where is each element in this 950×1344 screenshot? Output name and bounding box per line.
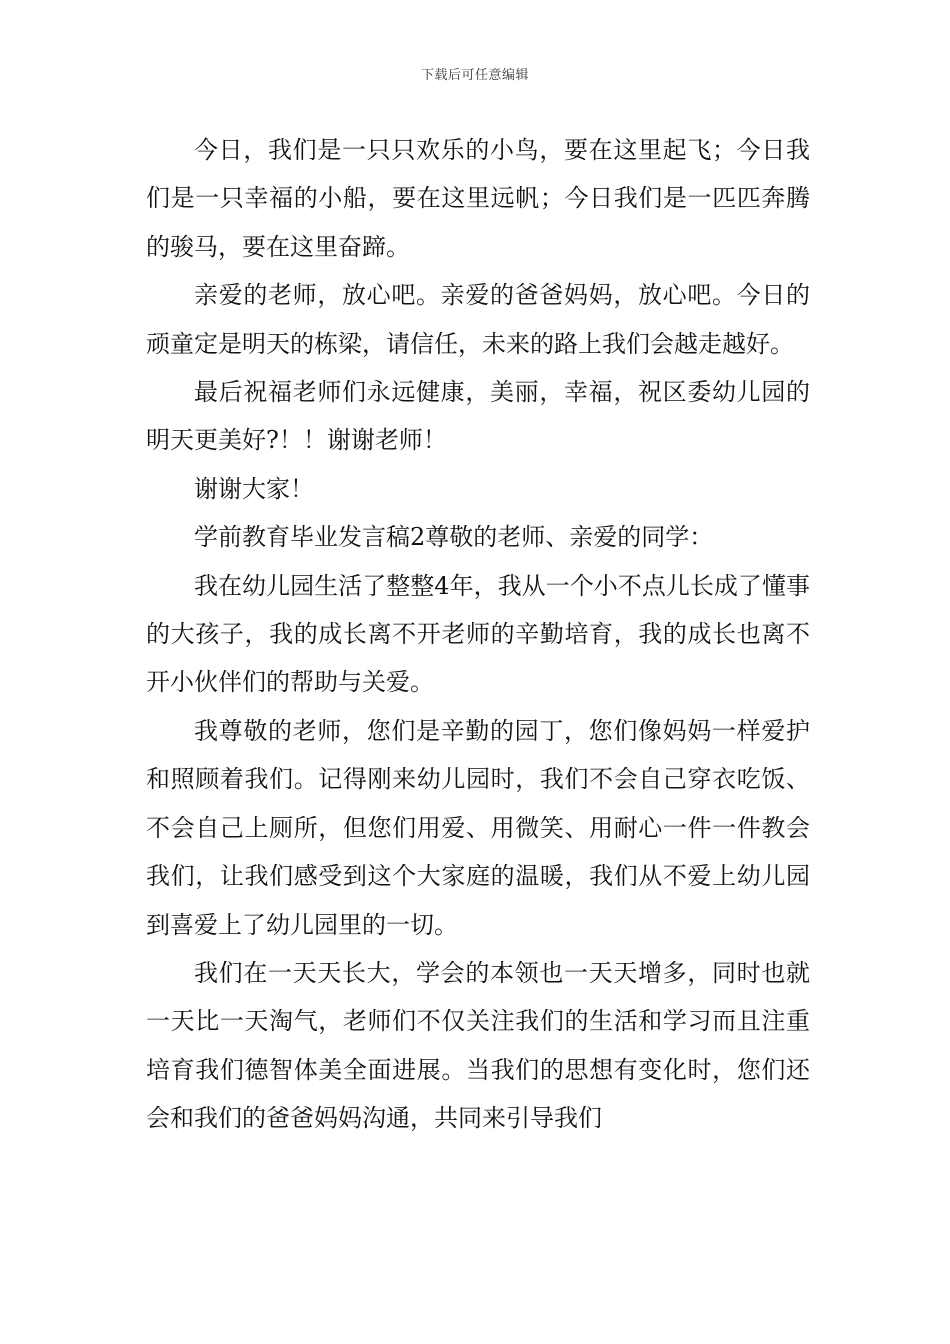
document-body: [146, 126, 810, 1143]
paragraph: 亲爱的老师，放心吧。亲爱的爸爸妈妈，放心吧。今日的顽童定是明天的栋梁，请信任，未来的路上我们会越走越好。: [146, 281, 810, 358]
paragraph: 我在幼儿园生活了整整4年，我从一个小不点儿长成了懂事的大孩子，我的成长离不开老师的辛勤培育，我的成长也离不开小伙伴们的帮助与关爱。: [146, 571, 810, 697]
paragraph: 我尊敬的老师，您们是辛勤的园丁，您们像妈妈一样爱护和照顾着我们。记得刚来幼儿园时，我们不会自己穿衣吃饭、不会自己上厕所，但您们用爱、用微笑、用耐心一件一件教会我们，让我们感受到这个大家庭的温暖，我们从不爱上幼儿园到喜爱上了幼儿园里的一切。: [146, 716, 810, 939]
paragraph: 谢谢大家！: [194, 474, 314, 503]
paragraph: 今日，我们是一只只欢乐的小鸟，要在这里起飞；今日我们是一只幸福的小船，要在这里远帆；今日我们是一匹匹奔腾的骏马，要在这里奋蹄。: [146, 136, 810, 261]
paragraph: 我们在一天天长大，学会的本领也一天天增多，同时也就一天比一天淘气，老师们不仅关注我们的生活和学习而且注重培育我们德智体美全面进展。当我们的思想有变化时，您们还会和我们的爸爸妈妈沟通，共同来引导我们: [146, 958, 810, 1133]
paragraph: 学前教育毕业发言稿2尊敬的老师、亲爱的同学：: [194, 523, 714, 552]
page-header: 下载后可任意编辑: [420, 68, 529, 83]
paragraph: 最后祝福老师们永远健康，美丽，幸福，祝区委幼儿园的明天更美好?！！谢谢老师！: [146, 378, 810, 455]
